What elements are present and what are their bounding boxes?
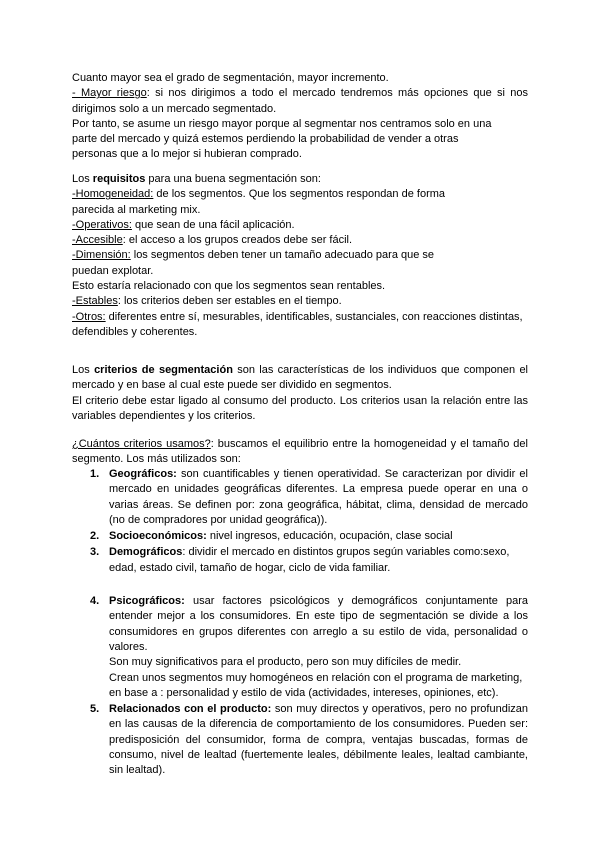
text-line: varias áreas. Se definen por: zona geográfica, hábitat, clima, densidad de mercado bbox=[109, 498, 528, 511]
text-line bbox=[72, 363, 528, 378]
text-line bbox=[109, 702, 528, 717]
text-line: valores. bbox=[109, 640, 148, 653]
text-line: edad, estado civil, tamaño de hogar, ciclo de vida familiar. bbox=[109, 561, 391, 574]
text-span: son muy directos y operativos, pero no profundizan bbox=[271, 703, 528, 716]
list-item-demograficos bbox=[72, 545, 528, 576]
text-span: : los criterios deben ser estables en el tiempo. bbox=[117, 295, 342, 308]
text-span: para una buena segmentación son: bbox=[145, 173, 321, 185]
item-title: Socioeconómicos: bbox=[109, 530, 207, 543]
text-line: El criterio debe estar ligado al consumo del producto. Los criterios usan la relación entre las bbox=[72, 394, 528, 407]
list-number: 4. bbox=[90, 595, 100, 608]
text-line: consumidores en grupos diferentes con arreglo a su estilo de vida, personalidad o bbox=[109, 625, 528, 638]
text-span: de los segmentos. Que los segmentos respondan de forma bbox=[153, 188, 446, 201]
text-line: personas que a lo mejor si hubieran comprado. bbox=[72, 148, 302, 161]
text-span: diferentes entre sí, mesurables, identificables, sustanciales, con reacciones distintas, bbox=[105, 310, 523, 323]
text-line bbox=[72, 294, 528, 309]
text-span: Los bbox=[72, 173, 93, 185]
text-line: en base a : personalidad y estilo de vida (actividades, intereses, opiniones, etc). bbox=[109, 686, 499, 699]
criterios-bold: criterios de segmentación bbox=[94, 364, 233, 376]
text-span: usar factores psicológicos y demográficos conjuntamente para bbox=[184, 595, 528, 608]
text-line: parecida al marketing mix. bbox=[72, 203, 201, 216]
list-number: 5. bbox=[90, 703, 100, 716]
cuantos-label: ¿Cuántos criterios usamos? bbox=[72, 438, 211, 450]
text-line: parte del mercado y quizá estemos perdiendo la probabilidad de vender a otras bbox=[72, 133, 459, 146]
text-line: Cuanto mayor sea el grado de segmentación, mayor incremento. bbox=[72, 72, 389, 84]
list-item-psicograficos bbox=[72, 594, 528, 701]
text-line: puedan explotar. bbox=[72, 264, 154, 277]
text-line bbox=[109, 594, 528, 609]
item-title: Psicográficos: bbox=[109, 595, 185, 608]
homogeneidad-label: -Homogeneidad: bbox=[72, 188, 154, 201]
item-title: Demográficos bbox=[109, 546, 183, 559]
text-line: entender mejor a los consumidores. En este tipo de segmentación se divide a los bbox=[109, 610, 528, 623]
text-line: defendibles y coherentes. bbox=[72, 325, 198, 338]
text-span: : dividir el mercado en distintos grupos según variables como:sexo, bbox=[182, 546, 510, 559]
text-span: : el acceso a los grupos creados debe ser fácil. bbox=[122, 234, 353, 247]
text-line: predisposición del consumidor, forma de compra, ventajas buscadas, formas de bbox=[109, 733, 528, 746]
text-line bbox=[72, 310, 528, 325]
text-line bbox=[72, 233, 528, 248]
text-line bbox=[72, 218, 528, 233]
text-line bbox=[109, 467, 528, 482]
text-line: Por tanto, se asume un riesgo mayor porque al segmentar nos centramos solo en una bbox=[72, 117, 492, 130]
text-line: Son muy significativos para el producto, pero son muy difíciles de medir. bbox=[109, 656, 462, 669]
text-line: Crean unos segmentos muy homogéneos en relación con el programa de marketing, bbox=[109, 671, 523, 684]
list-number: 1. bbox=[90, 468, 100, 480]
estables-label: -Estables bbox=[72, 295, 118, 308]
text-line: Esto estaría relacionado con que los segmentos sean rentables. bbox=[72, 280, 386, 293]
dimension-label: -Dimensión: bbox=[72, 249, 131, 262]
text-line bbox=[72, 172, 528, 187]
text-line: (no de compradores por unidad geográfica)). bbox=[109, 513, 328, 526]
text-span: nivel ingresos, educación, ocupación, clase social bbox=[206, 530, 453, 543]
text-line: en las causas de la diferencia de comportamiento de los consumidores. Pueden ser: bbox=[109, 718, 528, 731]
text-line: mercado y en base al cual este puede ser dividido en segmentos. bbox=[72, 379, 392, 392]
text-line bbox=[72, 86, 528, 101]
cuantos-section bbox=[72, 437, 528, 468]
item-title: Geográficos: bbox=[109, 468, 177, 480]
text-span: los segmentos deben tener un tamaño adecuado para que se bbox=[130, 249, 435, 262]
mayor-riesgo-label: - Mayor riesgo bbox=[72, 87, 147, 100]
text-span: son las características de los individuos que componen el bbox=[232, 364, 529, 376]
list-number: 2. bbox=[90, 530, 100, 543]
requisitos-bold: requisitos bbox=[92, 173, 146, 185]
accesible-label: -Accesible bbox=[72, 234, 123, 247]
text-span: son cuantificables y tienen operatividad. Se caracterizan por dividir el bbox=[176, 468, 528, 480]
text-line bbox=[109, 529, 528, 544]
intro-paragraph bbox=[72, 71, 528, 163]
text-span: : si nos dirigimos a todo el mercado tendremos más opciones que si nos bbox=[146, 87, 528, 100]
list-number: 3. bbox=[90, 546, 100, 559]
text-line: segmento. Los más utilizados son: bbox=[72, 453, 241, 466]
list-item-relacionados-producto bbox=[72, 702, 528, 778]
item-title: Relacionados con el producto: bbox=[109, 703, 272, 716]
text-span: Los bbox=[72, 364, 95, 376]
text-span: : buscamos el equilibrio entre la homogeneidad y el tamaño del bbox=[210, 438, 528, 450]
text-line bbox=[72, 187, 528, 202]
text-line: variables dependientes y los criterios. bbox=[72, 409, 256, 422]
text-line: consumo, nivel de lealtad (fuertemente leales, débilmente leales, lealtad cambiante, bbox=[109, 749, 528, 762]
list-item-geograficos bbox=[72, 467, 528, 528]
list-item-socioeconomicos bbox=[72, 529, 528, 544]
otros-label: -Otros: bbox=[72, 310, 106, 323]
text-line bbox=[72, 248, 528, 263]
text-line: dirigimos solo a un mercado segmentado. bbox=[72, 102, 277, 115]
requisitos-section bbox=[72, 172, 528, 340]
text-span: que sean de una fácil aplicación. bbox=[131, 218, 295, 231]
text-line: mercado en unidades geográficas diferentes. La empresa puede operar en una o bbox=[109, 483, 528, 496]
text-line: sin lealtad). bbox=[109, 764, 166, 777]
operativos-label: -Operativos: bbox=[72, 218, 132, 231]
criterios-section bbox=[72, 363, 528, 424]
text-line bbox=[109, 545, 528, 560]
criteria-list bbox=[72, 467, 528, 779]
text-line bbox=[72, 437, 528, 452]
